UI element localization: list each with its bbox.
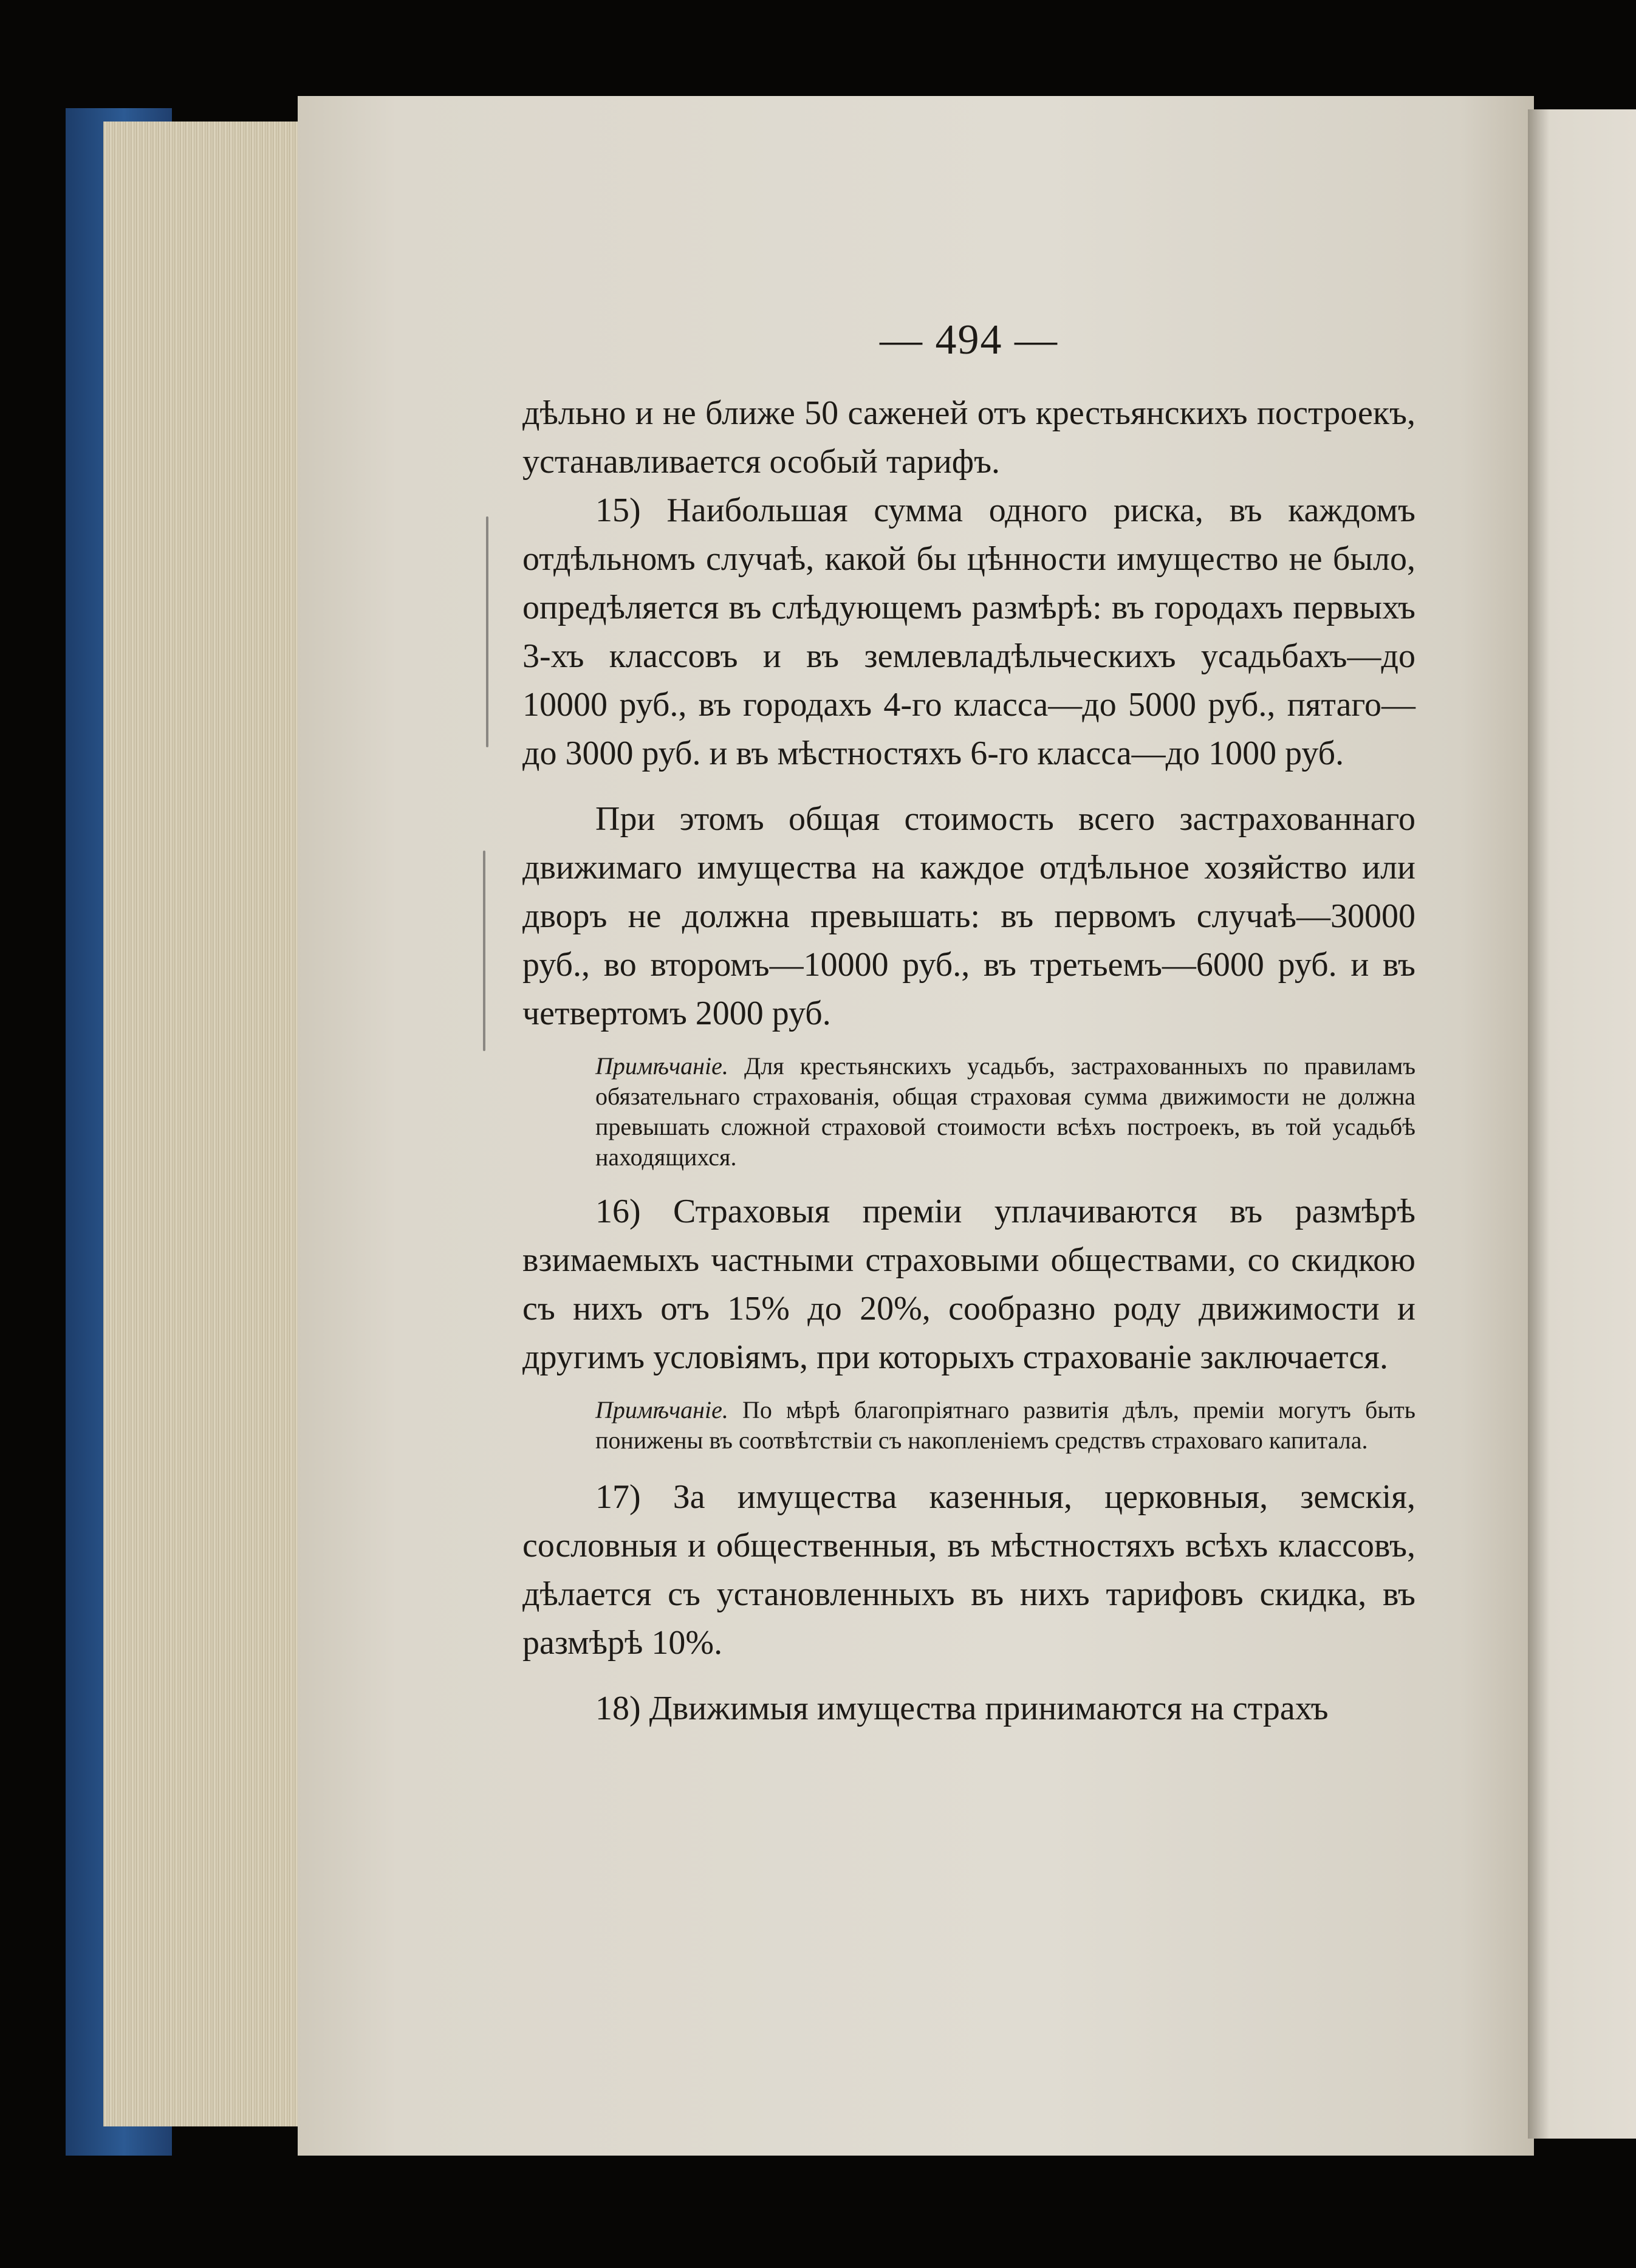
page-edges (103, 122, 310, 2126)
paragraph-15: 15) Наибольшая сумма одного риска, въ каждомъ отдѣльномъ случаѣ, какой бы цѣнности имущество не было, опредѣляется въ слѣдующемъ размѣрѣ: въ городахъ первыхъ 3-хъ классовъ и въ землевладѣльческихъ усадьбахъ—до 10000 руб., въ городахъ 4-го класса—до 5000 руб., пятаго—до 3000 руб. и въ мѣстностяхъ 6-го класса—до 1000 руб. (522, 492, 1415, 772)
page-number: — 494 — (880, 317, 1058, 363)
note-text: Для крестьянскихъ усадьбъ, застрахованныхъ по правиламъ обязательнаго страхованія, общая страховая сумма движимости не должна превышать сложной страховой стоимости всѣхъ построекъ, въ той усадьбѣ находящихся. (595, 1052, 1415, 1171)
note-label: Примѣчаніе. (595, 1396, 728, 1423)
note-label: Примѣчаніе. (595, 1052, 728, 1080)
facing-page-edge (1528, 109, 1636, 2139)
pencil-margin-mark (483, 851, 485, 1051)
paragraph-17: 17) За имущества казенныя, церковныя, земскія, сословныя и общественныя, въ мѣстностяхъ всѣхъ классовъ, дѣлается съ установленныхъ въ нихъ тарифовъ скидка, въ размѣрѣ 10%. (522, 1478, 1415, 1662)
paragraph-18: 18) Движимыя имущества принимаются на страхъ (595, 1690, 1329, 1727)
paragraph-16: 16) Страховыя преміи уплачиваются въ размѣрѣ взимаемыхъ частными страховыми обществами, со скидкою съ нихъ отъ 15% до 20%, сообразно роду движимости и другимъ условіямъ, при которыхъ страхованіе заключается. (522, 1193, 1415, 1376)
footnote-2 (595, 1395, 1415, 1456)
page-text (522, 316, 1415, 1733)
note-text: По мѣрѣ благопріятнаго развитія дѣлъ, преміи могутъ быть понижены въ соотвѣтствіи съ накопленіемъ средствъ страховаго капитала. (595, 1396, 1415, 1454)
paragraph-limits: При этомъ общая стоимость всего застрахованнаго движимаго имущества на каждое отдѣльное хозяйство или дворъ не должна превышать: въ первомъ случаѣ—30000 руб., во второмъ—10000 руб., въ третьемъ—6000 руб. и въ четвертомъ 2000 руб. (522, 800, 1415, 1032)
paragraph-continuation: дѣльно и не ближе 50 саженей отъ крестьянскихъ построекъ, устанавливается особый тарифъ. (522, 394, 1415, 481)
footnote-1 (595, 1051, 1415, 1173)
pencil-margin-mark (486, 516, 488, 747)
